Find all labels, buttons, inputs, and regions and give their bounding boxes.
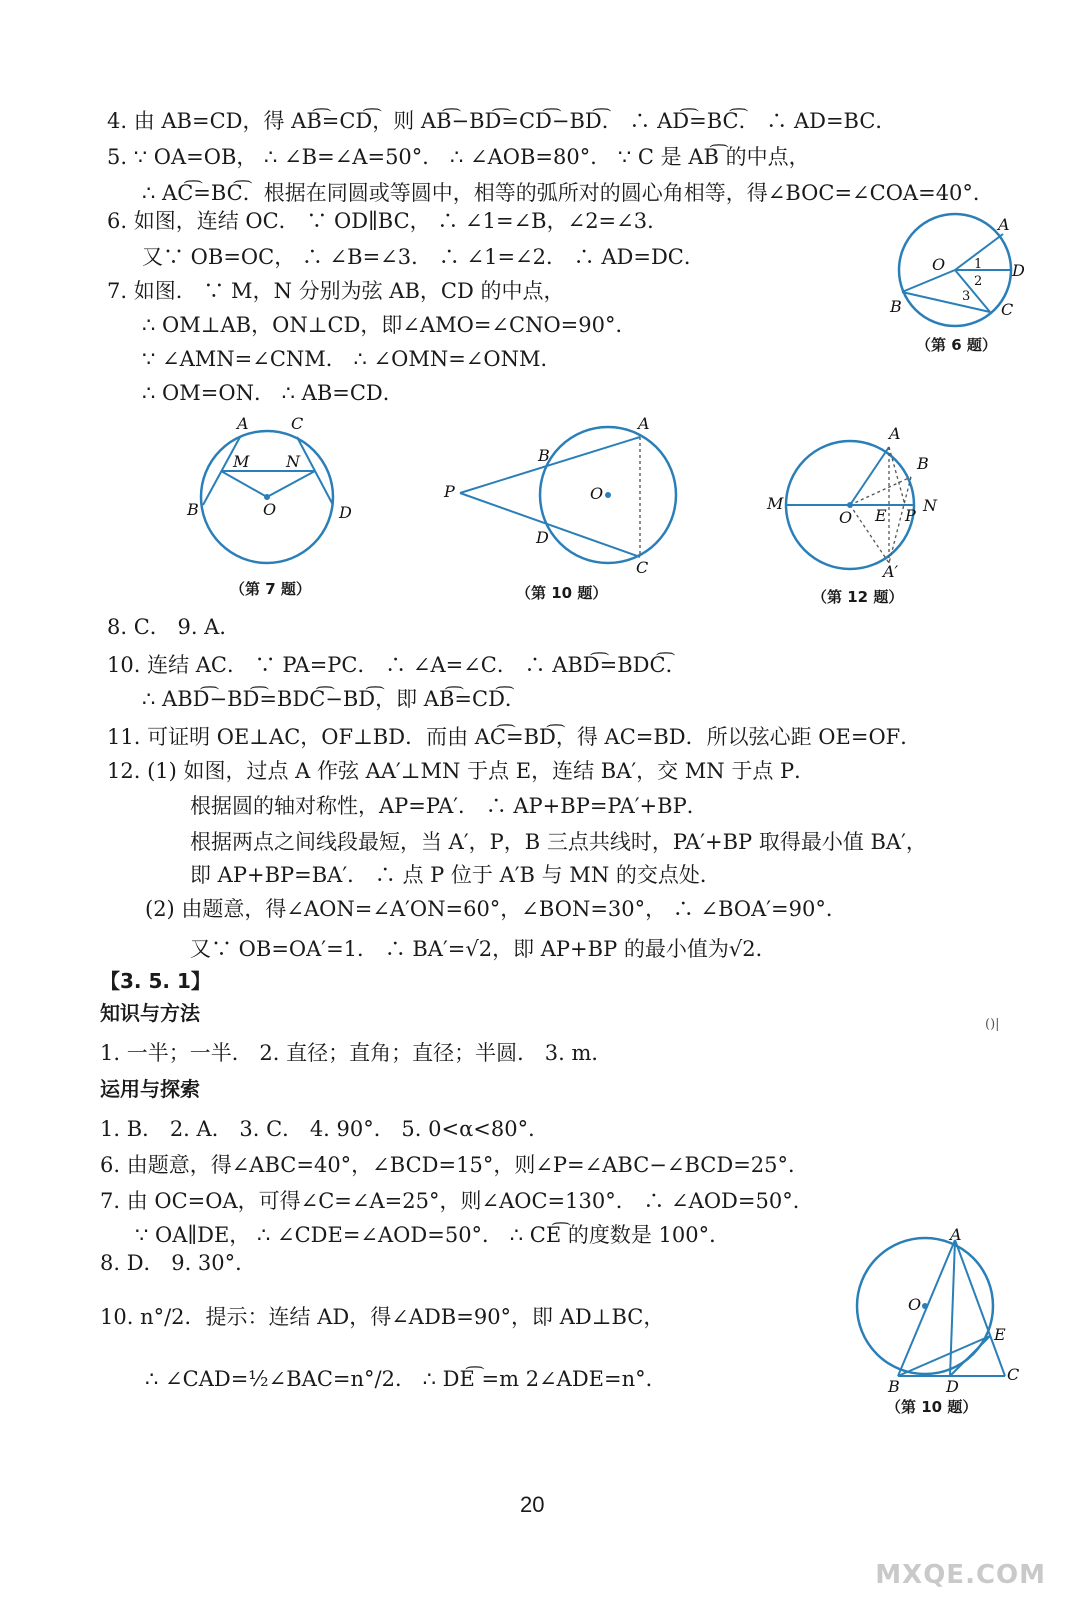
fig7-label-b: B: [187, 500, 199, 519]
line-7c: ∵ ∠AMN=∠CNM． ∴ ∠OMN=∠ONM．: [142, 347, 562, 371]
line-12e: (2) 由题意，得∠AON=∠A′ON=60°，∠BON=30°， ∴ ∠BOA′=90°．: [145, 897, 847, 921]
figure-10b: [850, 1225, 1030, 1396]
fig10a-label-a: A: [638, 414, 650, 433]
fig10b-label-a: A: [950, 1225, 962, 1244]
line-6b: 又∵ OB=OC， ∴ ∠B=∠3． ∴ ∠1=∠2． ∴ AD=DC．: [142, 245, 705, 269]
fig12-label-a: A: [889, 424, 901, 443]
figure-12: [765, 425, 945, 580]
line-p10: 10. n°/2．提示：连结 AD，得∠ADB=90°，即 AD⊥BC，: [100, 1305, 665, 1329]
line-6: 6. 如图，连结 OC． ∵ OD∥BC， ∴ ∠1=∠B，∠2=∠3．: [107, 209, 669, 233]
fig6-label-3: 3: [962, 289, 971, 304]
line-5: 5. ∵ OA=OB， ∴ ∠B=∠A=50°． ∴ ∠AOB=80°． ∵ C 是 AB͡ 的中点，: [107, 145, 810, 169]
fig10b-label-c: C: [1007, 1365, 1020, 1384]
fig10a-label-b: B: [538, 446, 550, 465]
line-10: 10. 连结 AC． ∵ PA=PC． ∴ ∠A=∠C． ∴ ABD͡=BDC͡．: [107, 653, 687, 677]
line-4: 4. 由 AB=CD，得 AB͡=CD͡，则 AB͡−BD͡=CD͡−BD͡． ∴ AD͡=BC͡． ∴ AD=BC．: [107, 109, 897, 133]
line-p6: 6. 由题意，得∠ABC=40°，∠BCD=15°，则∠P=∠ABC−∠BCD=25°．: [100, 1153, 810, 1177]
fig10b-label-e: E: [994, 1325, 1006, 1344]
line-12: 12. (1) 如图，过点 A 作弦 AA′⊥MN 于点 E，连结 BA′，交 MN 于点 P．: [107, 759, 816, 783]
fig10b-label-d: D: [946, 1377, 959, 1396]
figure-7: [185, 415, 355, 575]
fig10a-label-d: D: [536, 528, 549, 547]
fig6-label-1: 1: [974, 257, 983, 272]
line-k1: 1. 一半；一半． 2. 直径；直角；直径；半圆． 3. m．: [100, 1041, 613, 1065]
fig12-label-o: O: [839, 508, 853, 527]
line-8-9: 8. C． 9. A．: [107, 615, 241, 639]
line-7d: ∴ OM=ON． ∴ AB=CD．: [142, 381, 404, 405]
fig10b-label-o: O: [908, 1295, 922, 1314]
fig7-label-d: D: [339, 503, 352, 522]
fig6-label-c: C: [1001, 300, 1014, 319]
fig10a-label-c: C: [636, 558, 649, 577]
fig7-label-o: O: [263, 500, 277, 519]
fig7-label-m: M: [233, 452, 250, 471]
fig7-label-n: N: [286, 452, 300, 471]
fig12-label-p: P: [905, 506, 916, 525]
fig6-label-b: B: [890, 297, 902, 316]
line-p10b: ∴ ∠CAD=½∠BAC=n°/2． ∴ DE͡ =m 2∠ADE=n°．: [145, 1367, 667, 1391]
line-12f: 又∵ OB=OA′=1． ∴ BA′=√2，即 AP+BP 的最小值为√2．: [190, 937, 777, 961]
caption-fig6: （第 6 题）: [916, 336, 997, 354]
section-knowledge: 知识与方法: [100, 1001, 200, 1025]
fig12-label-n: N: [923, 496, 937, 515]
line-p1: 1. B． 2. A． 3. C． 4. 90°． 5. 0<α<80°．: [100, 1117, 550, 1141]
fig12-label-a-prime: A′: [883, 562, 899, 581]
page-number: 20: [520, 1492, 545, 1517]
line-7b: ∴ OM⊥AB，ON⊥CD，即∠AMO=∠CNO=90°．: [142, 313, 637, 337]
fig7-label-a: A: [237, 414, 249, 433]
line-7: 7. 如图． ∵ M，N 分别为弦 AB，CD 的中点，: [107, 279, 565, 303]
line-p7: 7. 由 OC=OA，可得∠C=∠A=25°，则∠AOC=130°． ∴ ∠AOD=50°．: [100, 1189, 814, 1213]
margin-mark: ()|: [985, 1017, 1000, 1032]
caption-fig7: （第 7 题）: [230, 580, 311, 598]
fig12-label-m: M: [767, 494, 784, 513]
line-11: 11. 可证明 OE⊥AC，OF⊥BD．而由 AC͡=BD͡，得 AC=BD．所以弦心距 OE=OF．: [107, 725, 922, 749]
fig6-label-2: 2: [974, 274, 983, 289]
line-10b: ∴ ABD͡−BD͡=BDC͡−BD͡，即 AB͡=CD͡．: [142, 687, 526, 711]
fig6-label-d: D: [1012, 261, 1025, 280]
section-practice: 运用与探索: [100, 1077, 200, 1101]
caption-fig12: （第 12 题）: [812, 588, 904, 606]
fig10a-label-p: P: [444, 482, 455, 501]
section-3-5-1: 【3. 5. 1】: [100, 969, 211, 993]
line-12c: 根据两点之间线段最短，当 A′，P，B 三点共线时，PA′+BP 取得最小值 BA′，: [190, 830, 927, 854]
fig12-label-e: E: [875, 506, 887, 525]
fig6-label-a: A: [998, 215, 1010, 234]
fig12-label-b: B: [917, 454, 929, 473]
line-12b: 根据圆的轴对称性，AP=PA′． ∴ AP+BP=PA′+BP．: [190, 794, 708, 818]
figure-10a: [440, 415, 690, 580]
caption-fig10b: （第 10 题）: [886, 1398, 978, 1416]
fig10a-label-o: O: [590, 484, 604, 503]
line-p8: 8. D． 9. 30°．: [100, 1251, 257, 1275]
line-12d: 即 AP+BP=BA′． ∴ 点 P 位于 A′B 与 MN 的交点处．: [190, 863, 721, 887]
caption-fig10a: （第 10 题）: [516, 584, 608, 602]
line-5b: ∴ AC͡=BC͡．根据在同圆或等圆中，相等的弧所对的圆心角相等，得∠BOC=∠COA=40°．: [142, 181, 994, 205]
line-p7b: ∵ OA∥DE， ∴ ∠CDE=∠AOD=50°． ∴ CE͡ 的度数是 100°．: [135, 1223, 731, 1247]
figure-6: [890, 212, 1030, 327]
fig6-label-o: O: [932, 255, 946, 274]
fig7-label-c: C: [291, 414, 304, 433]
watermark: MXQE.COM: [875, 1560, 1046, 1590]
fig10b-label-b: B: [888, 1377, 900, 1396]
